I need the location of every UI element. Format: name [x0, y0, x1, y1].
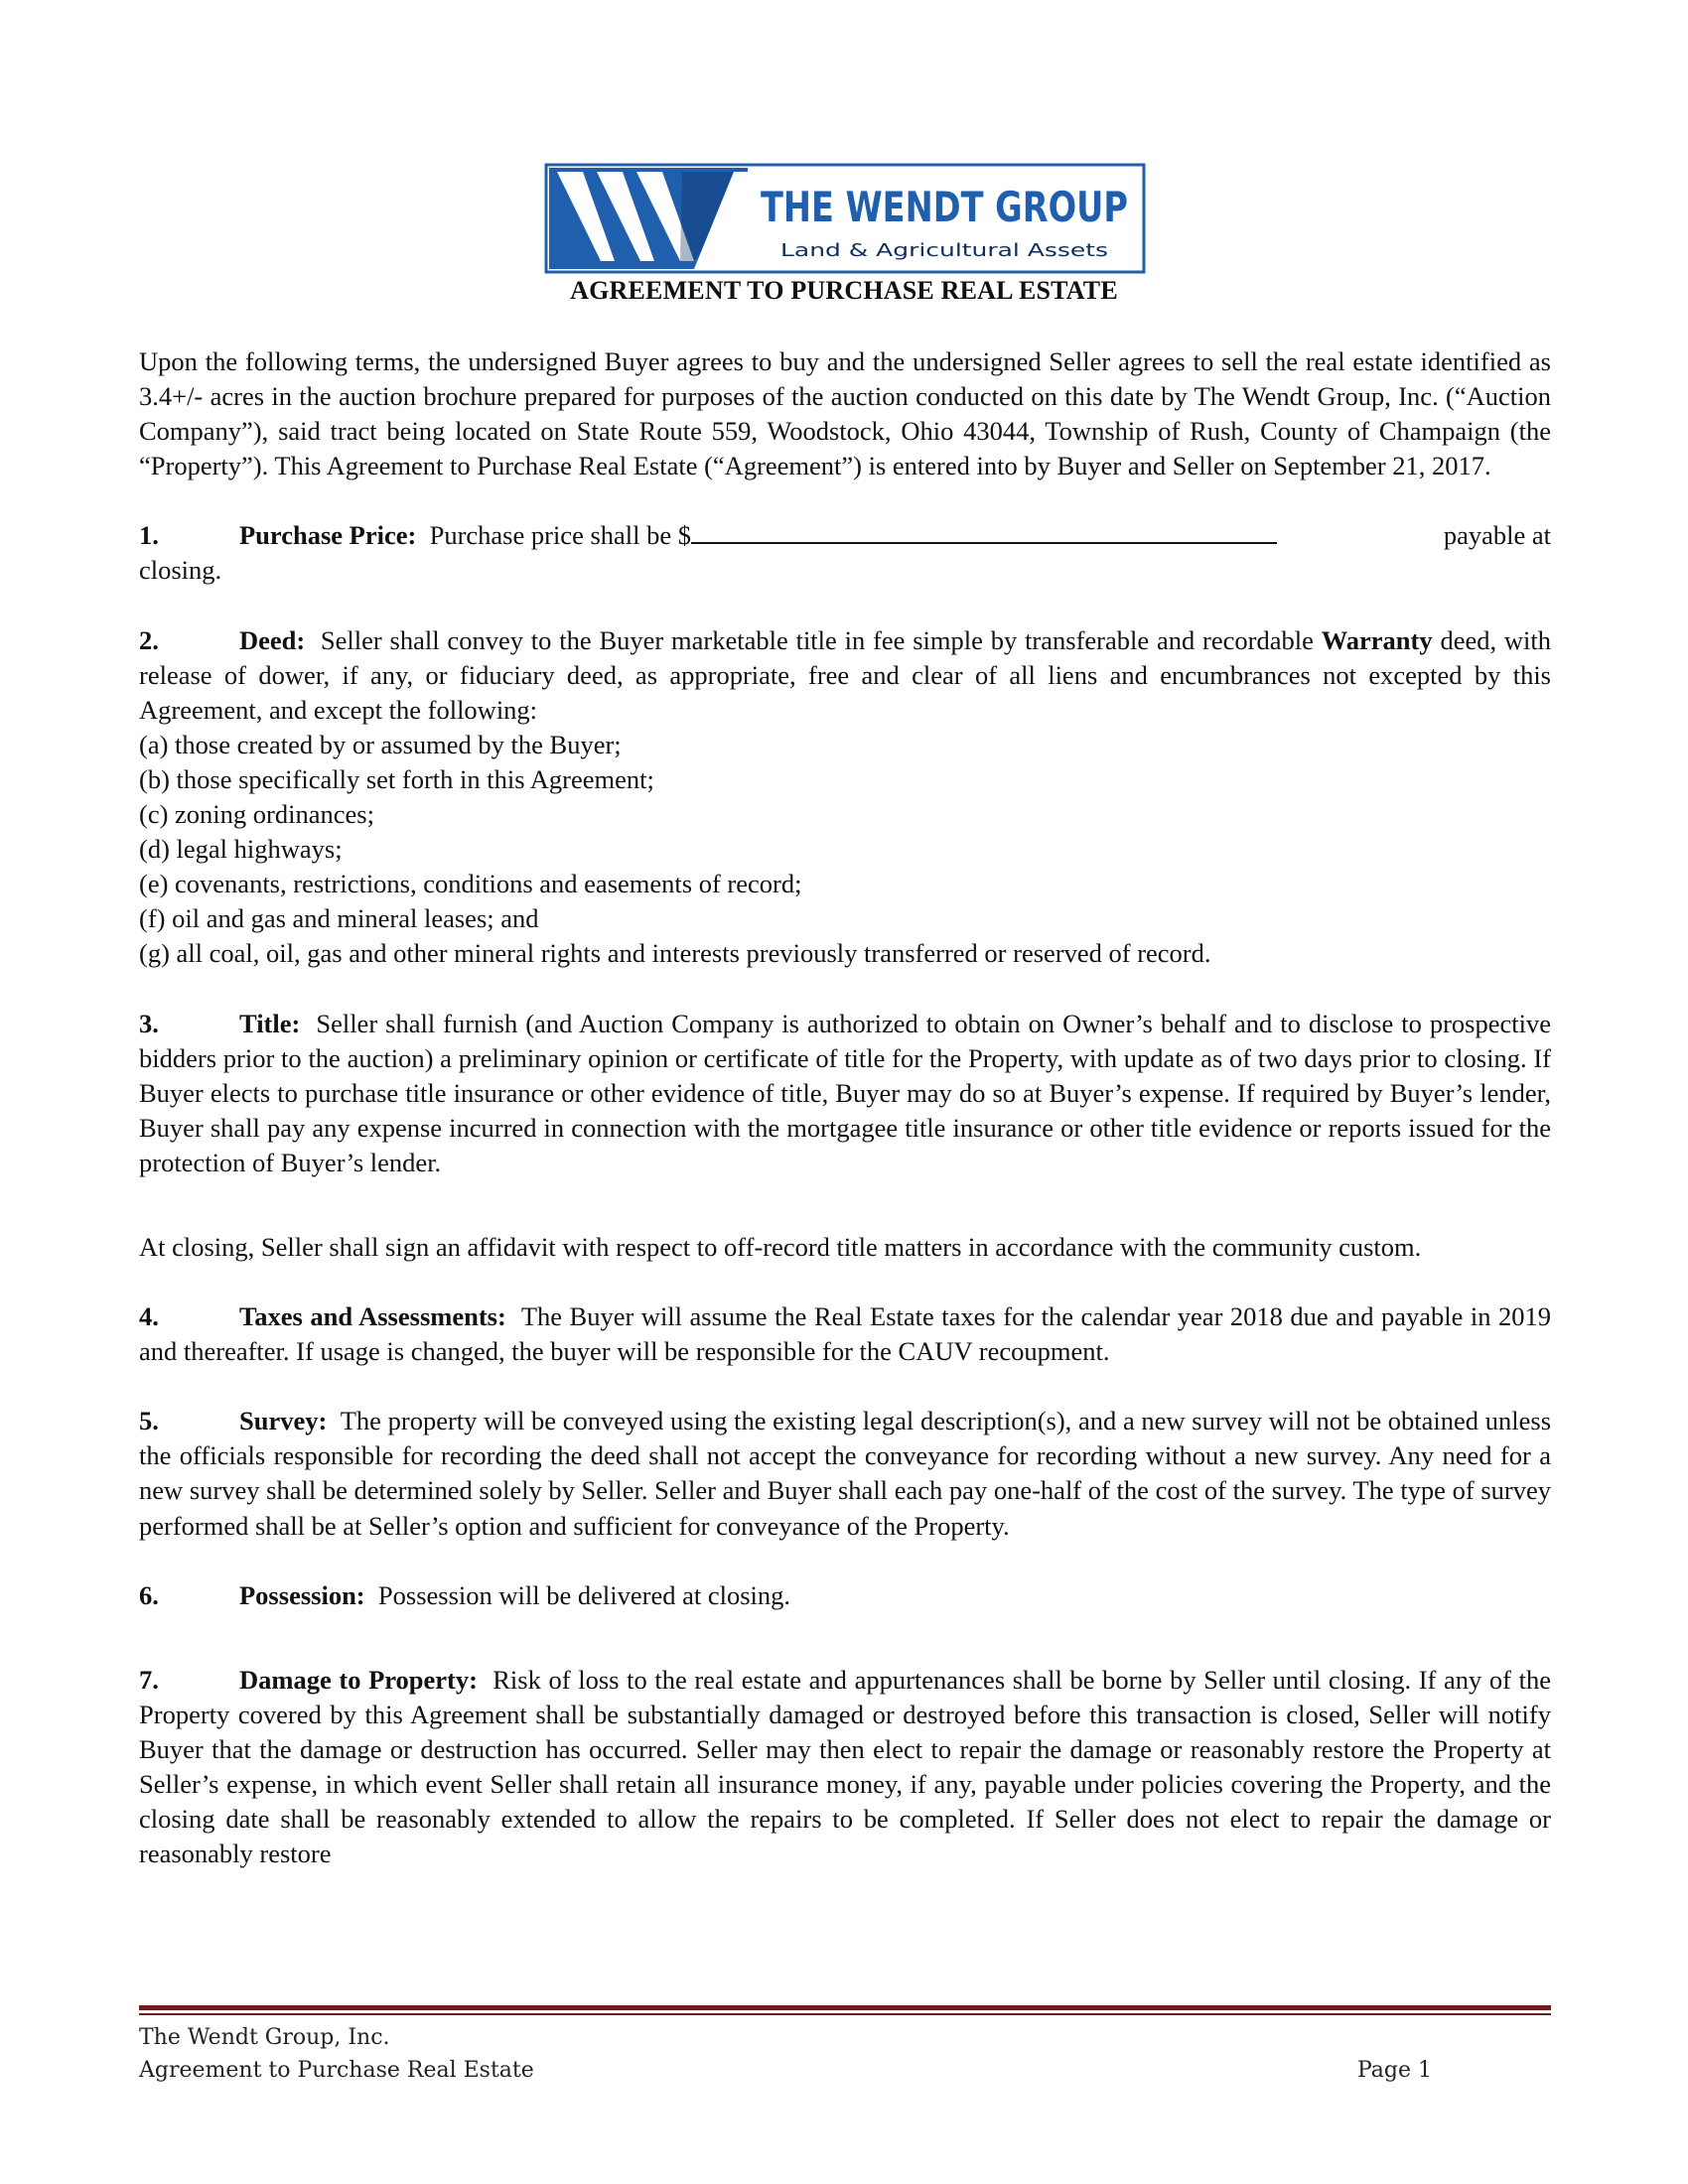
footer-document-name: Agreement to Purchase Real Estate [139, 2058, 534, 2083]
footer-company: The Wendt Group, Inc. [139, 2025, 390, 2050]
list-item: (c) zoning ordinances; [139, 799, 374, 830]
section-purchase-price [139, 518, 1551, 588]
section-text: Seller shall furnish (and Auction Company is authorized to obtain on Owner’s behalf and to disclose to prospective bidders prior to the auction) a preliminary opinion or certificate of title for the Property, with update as of two days prior to closing. If Buyer elects to purchase title insurance or other evidence of title, Buyer may do so at Buyer’s expense. If required by Buyer’s lender, Buyer shall pay any expense incurred in connection with the mortgagee title insurance or other title evidence or reports issued for the protection of Buyer’s lender. [139, 1008, 1551, 1177]
page-footer [139, 2021, 1432, 2087]
section-text: Risk of loss to the real estate and appurtenances shall be borne by Seller until closing. If any of the Property covered by this Agreement shall be substantially damaged or destroyed before this transaction is closed, Seller will notify Buyer that the damage or destruction has occurred. Seller may then elect to repair the damage or reasonably restore the Property at Seller’s expense, in which event Seller shall retain all insurance money, if any, payable under policies covering the Property, and the closing date shall be reasonably extended to allow the repairs to be completed. If Seller does not elect to repair the damage or reasonably restore [139, 1664, 1551, 1869]
section-number: 2. [139, 624, 159, 655]
list-item: (d) legal highways; [139, 834, 343, 865]
section-heading: Damage to Property: [239, 1664, 478, 1695]
deed-type: Warranty [1321, 624, 1433, 655]
section-text: Seller shall convey to the Buyer marketable title in fee simple by transferable and recordable [320, 624, 1314, 655]
section-text: Purchase price shall be $ [429, 520, 692, 551]
section-heading: Taxes and Assessments: [239, 1301, 506, 1332]
list-item: (b) those specifically set forth in this Agreement; [139, 763, 654, 794]
section-survey [139, 1404, 1551, 1543]
section-heading: Possession: [239, 1579, 365, 1610]
intro-paragraph: Upon the following terms, the undersigned Buyer agrees to buy and the undersigned Seller agrees to sell the real estate identified as 3.4+/- acres in the auction brochure prepared for purposes of the auction conducted on this date by The Wendt Group, Inc. (“Auction Company”), said tract being located on State Route 559, Woodstock, Ohio 43044, Township of Rush, County of Champaign (the “Property”). This Agreement to Purchase Real Estate (“Agreement”) is entered into by Buyer and Seller on September 21, 2017. [139, 346, 1551, 481]
section-number: 1. [139, 520, 159, 551]
logo-name: THE WENDT GROUP [761, 183, 1128, 231]
section-number: 3. [139, 1008, 159, 1038]
agreement-body [139, 344, 1551, 1906]
section-damage [139, 1663, 1551, 1872]
section-number: 4. [139, 1301, 159, 1332]
section-text: The Buyer will assume the Real Estate taxes for the calendar year 2018 due and payable in 2019 and thereafter. If usage is changed, the buyer will be responsible for the CAUV recoupment. [139, 1301, 1551, 1367]
section-text: payable at [1443, 520, 1551, 551]
list-item: (f) oil and gas and mineral leases; and [139, 903, 539, 934]
section-number: 6. [139, 1579, 159, 1610]
list-item: (a) those created by or assumed by the Buyer; [139, 729, 622, 759]
section-number: 7. [139, 1664, 159, 1695]
section-title [139, 1007, 1551, 1180]
section-heading: Purchase Price: [239, 520, 417, 551]
list-item: (e) covenants, restrictions, conditions and easements of record; [139, 869, 802, 899]
section-heading: Title: [239, 1008, 301, 1038]
list-item: (g) all coal, oil, gas and other mineral rights and interests previously transferred or reserved of record. [139, 938, 1211, 969]
section-heading: Survey: [239, 1406, 328, 1436]
page-title: AGREEMENT TO PURCHASE REAL ESTATE [570, 276, 1118, 305]
section-deed [139, 623, 1551, 972]
section-number: 5. [139, 1406, 159, 1436]
section-taxes [139, 1299, 1551, 1369]
section-text: The property will be conveyed using the existing legal description(s), and a new survey will not be obtained unless the officials responsible for recording the deed shall not accept the conveyance for recording without a new survey. Any need for a new survey shall be determined solely by Seller. Seller and Buyer shall each pay one-half of the cost of the survey. The type of survey performed shall be at Seller’s option and sufficient for conveyance of the Property. [139, 1406, 1552, 1541]
section-text: Possession will be delivered at closing. [377, 1579, 791, 1610]
section-possession [139, 1578, 1551, 1613]
logo-tagline: Land & Agricultural Assets [780, 240, 1108, 261]
purchase-price-blank[interactable] [691, 520, 1277, 544]
page-number: Page 1 [1356, 2058, 1432, 2083]
exception-list [139, 728, 1551, 972]
section-text: closing. [139, 555, 222, 586]
footer-rule [139, 2005, 1551, 2017]
title-affidavit-paragraph: At closing, Seller shall sign an affidavit with respect to off-record title matters in accordance with the community custom. [139, 1231, 1422, 1262]
section-heading: Deed: [239, 624, 306, 655]
section-text: deed, with release of dower, if any, or fiduciary deed, as appropriate, free and clear of all liens and encumbrances not excepted by this Agreement, and except the following: [139, 624, 1552, 725]
company-logo [545, 164, 1145, 273]
